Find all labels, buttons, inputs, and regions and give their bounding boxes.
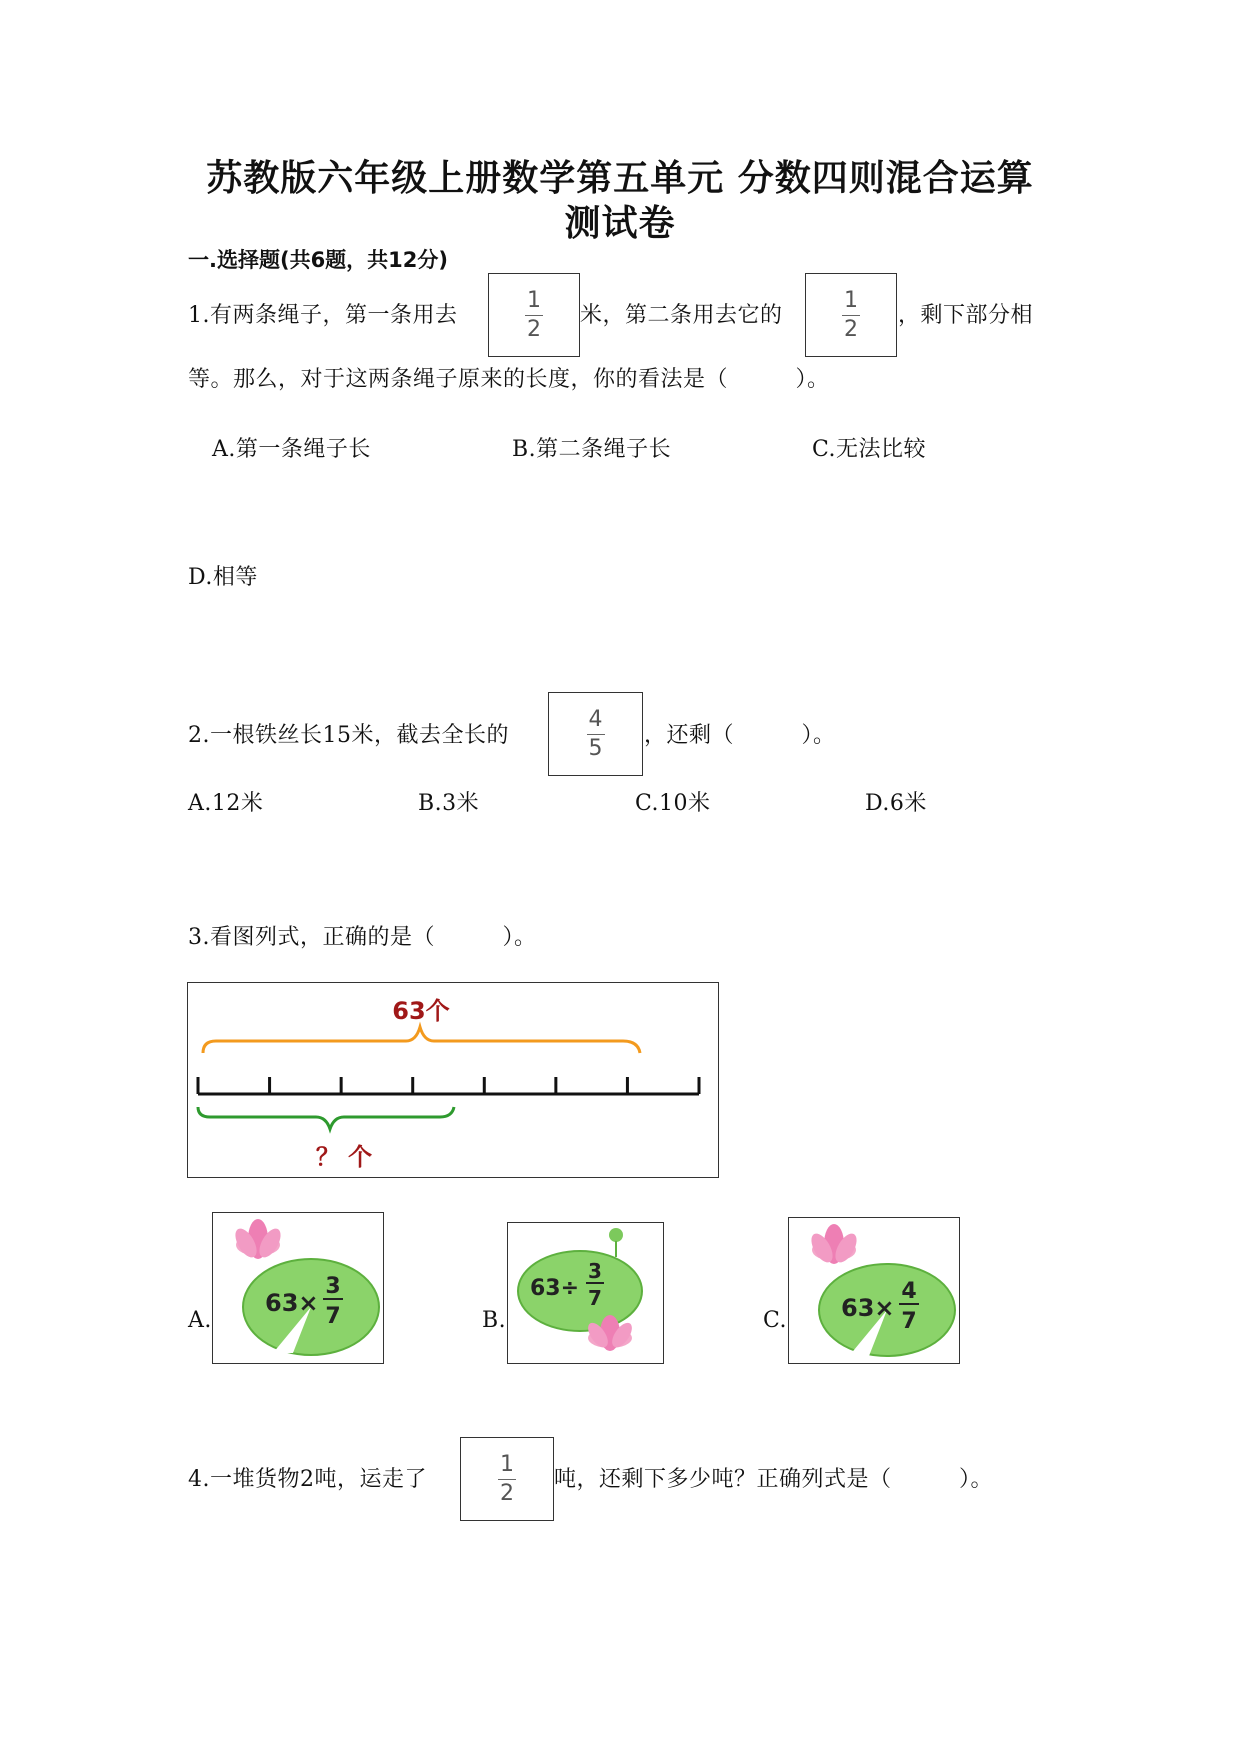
q1-option-a[interactable]: A.第一条绳子长 — [212, 437, 371, 462]
q2-frac-den: 5 — [588, 735, 603, 761]
q1-option-d[interactable]: D.相等 — [188, 565, 258, 590]
q3-diagram-svg — [188, 983, 718, 1177]
lotus-flower-icon — [807, 1224, 861, 1266]
q3-total-brace — [203, 1027, 640, 1053]
q3-b-den: 7 — [588, 1286, 602, 1310]
q4-frac-num: 1 — [500, 1451, 514, 1477]
q3-bottom-label: ？ 个 — [315, 1143, 373, 1171]
q3-a-expr: 63× — [265, 1289, 319, 1317]
q2-option-d[interactable]: D.6米 — [865, 791, 927, 816]
q3-b-expr: 63÷ — [530, 1276, 580, 1301]
q1-option-c[interactable]: C.无法比较 — [812, 437, 927, 462]
q4-fraction — [460, 1437, 554, 1521]
q3-a-den: 7 — [325, 1304, 341, 1329]
q1-frac2-den: 2 — [844, 316, 858, 342]
q1-text-c: ，剩下部分相 — [898, 303, 1034, 328]
q3-option-a-letter[interactable]: A. — [188, 1308, 212, 1333]
q3-option-a-image[interactable] — [212, 1212, 384, 1364]
q2-option-c[interactable]: C.10米 — [635, 791, 711, 816]
q3-ticks — [198, 1077, 699, 1094]
q3-option-c-letter[interactable]: C. — [763, 1308, 788, 1333]
q3-text: 3.看图列式，正确的是（ ）。 — [188, 925, 537, 950]
q2-frac-num: 4 — [588, 706, 603, 732]
lily-pad-icon — [789, 1218, 959, 1363]
q3-option-b-letter[interactable]: B. — [482, 1308, 507, 1333]
q1-fraction-2 — [805, 273, 897, 357]
q1-option-b[interactable]: B.第二条绳子长 — [512, 437, 672, 462]
q2-fraction — [548, 692, 643, 776]
lily-pad-icon — [213, 1213, 383, 1363]
q4-text-a: 4.一堆货物2吨，运走了 — [188, 1467, 427, 1492]
q1-text-d: 等。那么，对于这两条绳子原来的长度，你的看法是（ ）。 — [188, 367, 830, 392]
q2-text-a: 2.一根铁丝长15米，截去全长的 — [188, 723, 509, 748]
q4-frac-den: 2 — [500, 1480, 514, 1506]
section-heading: 一.选择题(共6题，共12分) — [188, 248, 449, 272]
q4-text-b: 吨，还剩下多少吨？正确列式是（ ）。 — [554, 1467, 994, 1492]
q3-option-c-image[interactable] — [788, 1217, 960, 1364]
q2-text-b: ，还剩（ ）。 — [644, 723, 836, 748]
lily-pad-icon — [508, 1223, 663, 1363]
q1-text-a: 1.有两条绳子，第一条用去 — [188, 303, 458, 328]
q3-c-den: 7 — [901, 1309, 917, 1334]
q3-c-expr: 63× — [841, 1294, 895, 1322]
q1-frac1-den: 2 — [527, 316, 541, 342]
q2-option-a[interactable]: A.12米 — [188, 791, 264, 816]
q1-frac2-num: 1 — [844, 287, 858, 313]
q3-c-num: 4 — [901, 1279, 917, 1304]
q3-part-brace — [198, 1107, 454, 1129]
q3-option-b-image[interactable] — [507, 1222, 664, 1364]
q3-b-num: 3 — [588, 1259, 602, 1283]
q3-a-num: 3 — [325, 1274, 341, 1299]
q1-text-b: 米，第二条用去它的 — [580, 303, 783, 328]
q2-option-b[interactable]: B.3米 — [418, 791, 480, 816]
page-subtitle: 测试卷 — [564, 203, 676, 244]
q3-top-label: 63个 — [392, 997, 450, 1025]
page-title: 苏教版六年级上册数学第五单元 分数四则混合运算 — [206, 158, 1034, 199]
q3-diagram — [187, 982, 719, 1178]
q1-fraction-1 — [488, 273, 580, 357]
lotus-flower-icon — [231, 1219, 285, 1261]
q1-frac1-num: 1 — [527, 287, 541, 313]
